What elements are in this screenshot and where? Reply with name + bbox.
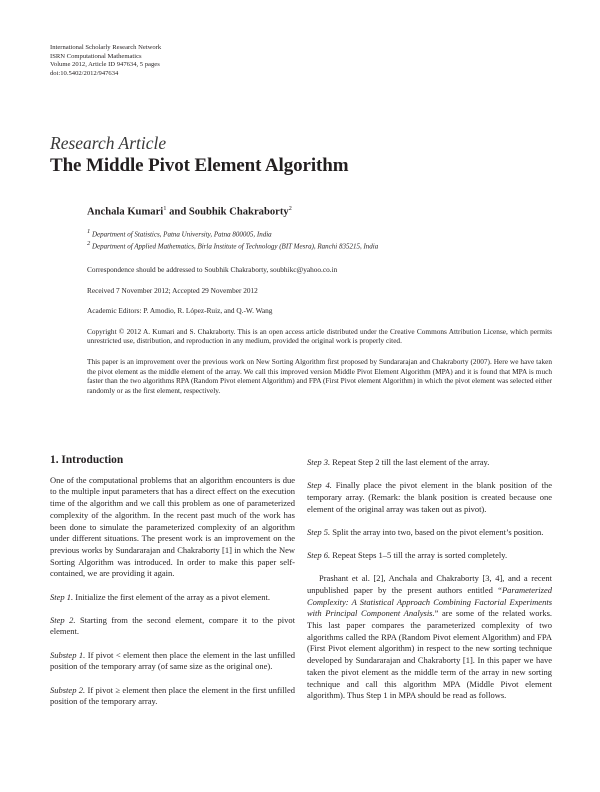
step-text: Split the array into two, based on the pivot element’s position. [330,526,544,537]
article-type: Research Article [50,133,167,153]
copyright-notice: Copyright © 2012 A. Kumari and S. Chakraborty. This is an open access article distributed under the Creative Commons Attribution License, which permits unrestricted use, distribution, and reproduction in any medium, provided the original work is properly cited. [87,326,552,346]
step-label: Step 4. [307,480,332,491]
step-text: If pivot ≥ element then place the element in the first unfilled position of the temporary array. [50,684,295,707]
journal-volume: Volume 2012, Article ID 947634, 5 pages [50,61,160,69]
cited-title: Parameterized Complexity: A Statistical Approach Combining Factorial Experiments with Principal Component Analysis. [307,584,552,619]
affiliation [87,227,552,240]
left-column [50,455,295,708]
algorithm-step [307,550,552,562]
author-conjunction: and [166,206,189,218]
received-accepted-dates: Received 7 November 2012; Accepted 29 November 2012 [87,285,258,295]
step-label: Step 3. [307,457,331,467]
affiliation-mark: 2 [87,240,91,248]
affiliation-text: Department of Applied Mathematics, Birla Institute of Technology (BIT Mesra), Ranchi 835215, India [92,242,379,251]
step-label: Step 2. [50,614,76,625]
correspondence: Correspondence should be addressed to Soubhik Chakraborty, soubhikc@yahoo.co.in [87,265,338,274]
step-text: Repeat Step 2 till the last element of the array. [330,457,490,467]
algorithm-substep [50,650,295,673]
affiliation [87,239,552,252]
journal-header [50,44,370,78]
author-affiliation-mark: 2 [288,205,292,212]
step-text: If pivot < element then place the element in the last unfilled position of the temporary array (of same size as the original one). [50,649,296,672]
author-affiliation-mark: 1 [163,205,167,212]
related-work-paragraph [307,573,552,702]
step-label: Substep 2. [50,684,86,695]
step-text: Starting from the second element, compare it to the pivot element. [50,614,296,637]
step-label: Step 5. [307,526,331,537]
step-label: Step 1. [50,591,74,602]
author-list [87,205,552,218]
algorithm-substep [50,685,295,708]
algorithm-step [50,615,295,638]
abstract: This paper is an improvement over the previous work on New Sorting Algorithm first proposed by Sundararajan and Chakraborty (2007). Here we have taken the pivot element as the middle element of the array. We call this improved version Middle Pivot Element Algorithm (MPA) and it is found that MPA is much faster than the two algorithms RPA (Random Pivot element Algorithm) and FPA (First Pivot element Algorithm) in which the pivot element was selected either randomly or as the first element, respectively. [87,356,552,395]
journal-name: ISRN Computational Mathematics [50,52,142,60]
paragraph-text: ” are some of the related works. This last paper compares the parameterized complexity of two algorithms called the RPA (Random Pivot element Algorithm) and FPA (First Pivot element algorithm) in respect to the new sorting technique developed by Sundararajan and Chakraborty [1]. In this paper we have taken the pivot element as the middle term of the array in new sorting technique and call this algorithm MPA (Middle Pivot element algorithm). Thus Step 1 in MPA should be read as follows. [307,608,552,701]
affiliation-mark: 1 [87,227,91,235]
algorithm-step [307,527,552,539]
step-text: Repeat Steps 1–5 till the array is sorted completely. [330,550,508,561]
author-name[interactable]: Anchala Kumari [87,206,164,218]
step-text: Finally place the pivot element in the blank position of the temporary array. (Remark: the blank position is created because one element of the original array was taken out as pivot). [307,480,552,514]
affiliation-text: Department of Statistics, Patna University, Patna 800005, India [92,229,272,238]
author-name[interactable]: Soubhik Chakraborty [188,206,289,218]
paper-title: The Middle Pivot Element Algorithm [50,155,349,176]
academic-editors: Academic Editors: P. Amodio, R. López-Ruiz, and Q.-W. Wang [87,306,273,316]
section-heading: 1. Introduction [50,454,124,466]
right-column [307,455,552,702]
algorithm-step [307,480,552,515]
journal-network: International Scholarly Research Network [50,44,162,51]
journal-doi[interactable]: doi:10.5402/2012/947634 [50,69,119,77]
algorithm-step [307,457,552,469]
intro-paragraph: One of the computational problems that an algorithm encounters is due to the multiple input parameters that has a direct effect on the execution time of the algorithm and we call this problem as one of parameterized complexity of the algorithm. In the recent past much of the work has been done to simulate the parameterized complexity of an algorithm under different situations. The present work is an improvement on the previous works by Sundararajan and Chakraborty [1] in which the New Sorting Algorithm was introduced. In order to make this paper self-contained, we are providing it again. [50,474,295,579]
step-text: Initialize the first element of the array as a pivot element. [73,591,270,602]
step-label: Substep 1. [50,649,86,660]
paragraph-text: Prashant et al. [2], Anchala and Chakraborty [3, 4], and a recent unpublished paper by the present authors entitled “ [307,573,552,595]
step-label: Step 6. [307,550,331,561]
front-matter [87,205,552,395]
algorithm-step [50,592,295,604]
